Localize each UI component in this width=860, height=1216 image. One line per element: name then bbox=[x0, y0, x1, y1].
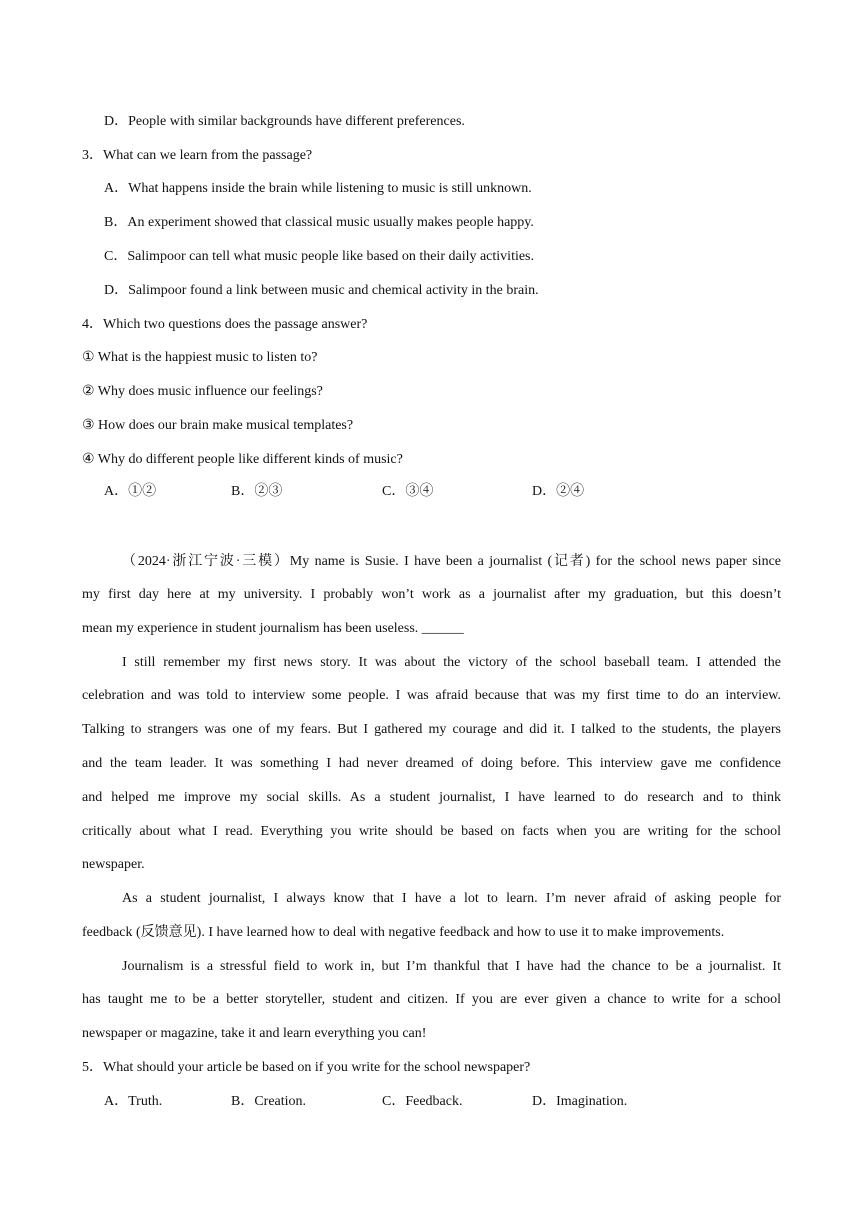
q5-choices bbox=[104, 1092, 704, 1112]
q4-choice-b: B．②③ bbox=[231, 484, 283, 499]
q3-stem: 3．What can we learn from the passage? bbox=[82, 148, 313, 163]
q3-option-c: C．Salimpoor can tell what music people like based on their daily activities. bbox=[104, 249, 535, 264]
q4-choices bbox=[104, 482, 704, 502]
q3-option-b: B．An experiment showed that classical music usually makes people happy. bbox=[104, 215, 534, 230]
passage-p2-line-5: and helped me improve my social skills. As a student journalist, I have learned to do research and to think bbox=[82, 790, 781, 805]
q4-item-4: ④ Why do different people like different kinds of music? bbox=[82, 452, 403, 467]
q5-choice-c: C．Feedback. bbox=[382, 1094, 463, 1109]
passage-p2-line-4: and the team leader. It was something I had never dreamed of doing before. This interview gave me confidence bbox=[82, 756, 781, 771]
passage-p4-line-1: Journalism is a stressful field to work in, but I’m thankful that I have had the chance to be a journalist. It bbox=[122, 959, 781, 974]
q4-stem: 4．Which two questions does the passage answer? bbox=[82, 317, 368, 332]
passage-p1-line-2: my first day here at my university. I probably won’t work as a journalist after my graduation, but this doesn’t bbox=[82, 587, 781, 602]
q4-choice-a: A．①② bbox=[104, 484, 157, 499]
passage-p2-line-3: Talking to strangers was one of my fears. But I gathered my courage and did it. I talked to the students, the players bbox=[82, 722, 781, 737]
q3-option-d: D．Salimpoor found a link between music and chemical activity in the brain. bbox=[104, 283, 539, 298]
q4-item-2: ② Why does music influence our feelings? bbox=[82, 384, 323, 399]
q3-option-a: A．What happens inside the brain while listening to music is still unknown. bbox=[104, 181, 532, 196]
passage-p3-line-1: As a student journalist, I always know that I have a lot to learn. I’m never afraid of asking people for bbox=[122, 891, 781, 906]
q5-choice-d: D．Imagination. bbox=[532, 1094, 628, 1109]
passage-p4-line-3: newspaper or magazine, take it and learn everything you can! bbox=[82, 1026, 427, 1041]
q4-item-3: ③ How does our brain make musical templates? bbox=[82, 418, 354, 433]
q5-choice-b: B．Creation. bbox=[231, 1094, 307, 1109]
passage-p3-line-2: feedback (反馈意见). I have learned how to deal with negative feedback and how to use it to make improvements. bbox=[82, 925, 725, 940]
q5-choice-a: A．Truth. bbox=[104, 1094, 163, 1109]
q5-stem: 5．What should your article be based on if you write for the school newspaper? bbox=[82, 1060, 531, 1075]
passage-p2-line-1: I still remember my first news story. It was about the victory of the school baseball team. I attended the bbox=[122, 655, 781, 670]
passage-p1-line-1: （2024·浙江宁波·三模）My name is Susie. I have been a journalist (记者) for the school news paper since bbox=[122, 554, 781, 569]
passage-p2-line-7: newspaper. bbox=[82, 857, 145, 872]
q2-option-d: D．People with similar backgrounds have different preferences. bbox=[104, 114, 465, 129]
q4-choice-c: C．③④ bbox=[382, 484, 434, 499]
q4-choice-d: D．②④ bbox=[532, 484, 585, 499]
passage-p2-line-6: critically about what I read. Everything you write should be based on facts when you are writing for the school bbox=[82, 824, 781, 839]
passage-p4-line-2: has taught me to be a better storyteller, student and citizen. If you are ever given a chance to write for a school bbox=[82, 992, 781, 1007]
passage-p1-line-3: mean my experience in student journalism has been useless. ______ bbox=[82, 621, 464, 636]
passage-p2-line-2: celebration and was told to interview some people. I was afraid because that was my first time to do an interview. bbox=[82, 688, 781, 703]
q4-item-1: ① What is the happiest music to listen to? bbox=[82, 350, 318, 365]
